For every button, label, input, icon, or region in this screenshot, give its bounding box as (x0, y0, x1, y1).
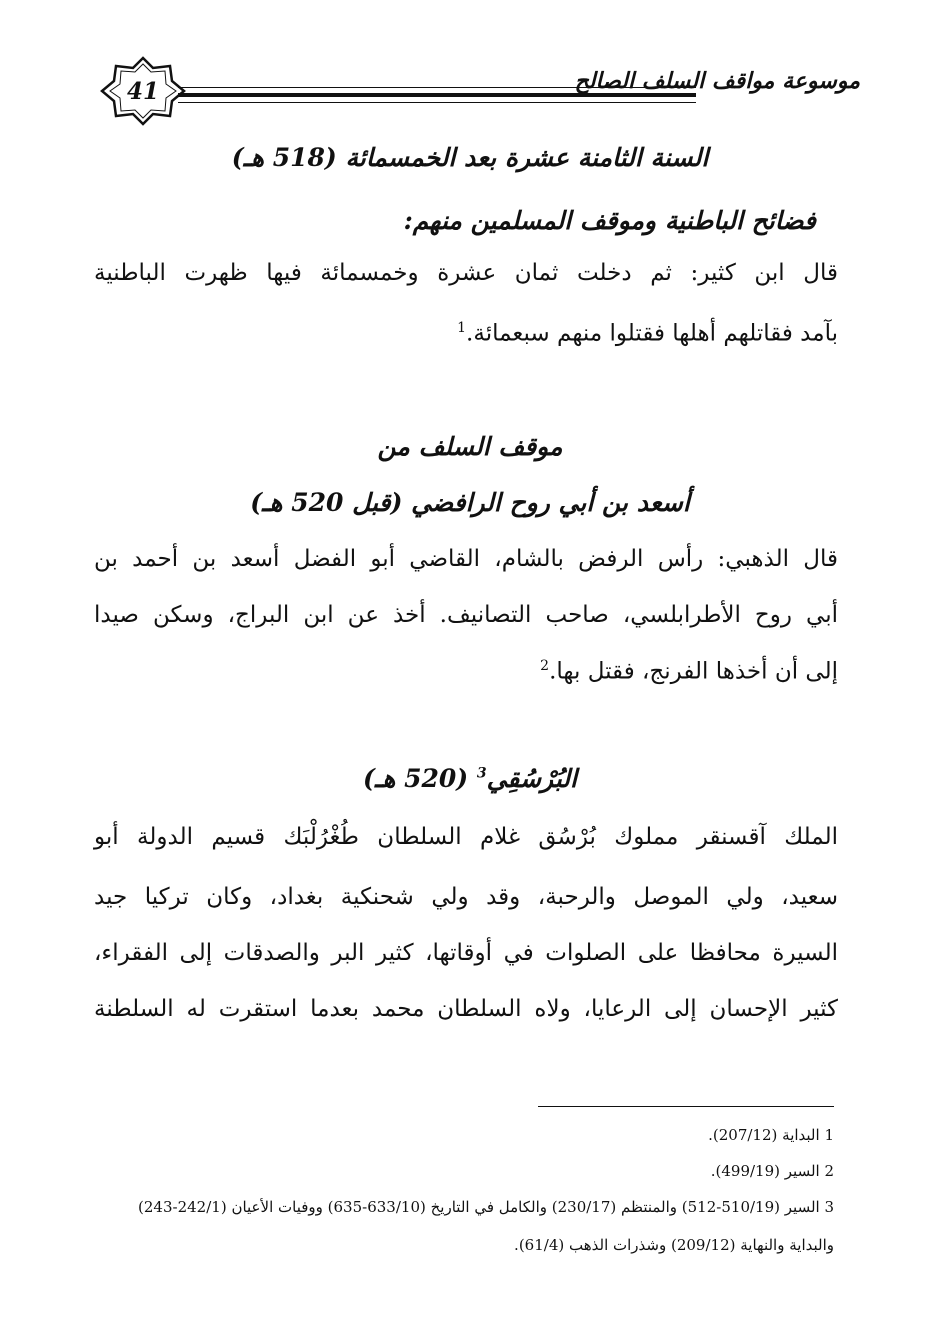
bursuqi-line-2: سعيد، ولي الموصل والرحبة، وقد ولي شحنكية بغداد، وكان تركيا جيد (94, 884, 838, 910)
bursuqi-date: (520 هـ) (363, 764, 469, 793)
header-rule-bottom (178, 102, 696, 103)
batiniyya-line-2-text: بآمد فقاتلهم أهلها فقتلوا منهم سبعمائة. (466, 320, 838, 347)
asad-line-3-text: إلى أن أخذها الفرنج، فقتل بها. (549, 658, 838, 685)
footnote-ref-2: 2 (540, 658, 550, 674)
batiniyya-line-1: قال ابن كثير: ثم دخلت ثمان عشرة وخمسمائة فيها ظهرت الباطنية (94, 260, 838, 286)
bursuqi-name: البُرْسُقِي (486, 764, 577, 793)
page-number: 41 (126, 77, 159, 105)
footnote-3: 3 السير (510/19-512) والمنتظم (230/17) والكامل في التاريخ (633/10-635) ووفيات الأعيان (242/1-243) (138, 1198, 834, 1216)
salaf-heading-line-1: موقف السلف من (377, 432, 563, 461)
bursuqi-line-3: السيرة محافظا على الصلوات في أوقاتها، كثير البر والصدقات إلى الفقراء، (94, 940, 838, 966)
footnote-ref-1: 1 (457, 320, 467, 336)
bursuqi-line-1: الملك آقسنقر مملوك بُرْسُق غلام السلطان طُغْرُلْبَك قسيم الدولة أبو (94, 824, 838, 850)
salaf-heading-line-2: أسعد بن أبي روح الرافضي (قبل 520 هـ) (250, 488, 690, 517)
asad-line-2: أبي روح الأطرابلسي، صاحب التصانيف. أخذ عن ابن البراج، وسكن صيدا (94, 602, 838, 628)
batiniyya-line-2 (457, 320, 838, 347)
page-number-badge (100, 56, 186, 126)
batiniyya-heading: فضائح الباطنية وموقف المسلمين منهم: (403, 206, 816, 235)
footnote-1: 1 البداية (207/12). (708, 1126, 834, 1144)
footnote-ref-3: 3 (476, 765, 487, 782)
year-heading: السنة الثامنة عشرة بعد الخمسمائة (518 هـ) (231, 143, 709, 172)
book-title: موسوعة مواقف السلف الصالح (574, 68, 860, 94)
footnote-separator (538, 1106, 834, 1107)
bursuqi-heading (110, 764, 830, 793)
footnote-3-continued: والبداية والنهاية (209/12) وشذرات الذهب (61/4). (514, 1236, 834, 1254)
footnote-2: 2 السير (499/19). (710, 1162, 834, 1180)
bursuqi-line-4: كثير الإحسان إلى الرعايا، ولاه السلطان محمد بعدما استقرت له السلطنة (94, 996, 838, 1022)
page-header (100, 56, 860, 126)
asad-line-1: قال الذهبي: رأس الرفض بالشام، القاضي أبو الفضل أسعد بن أحمد بن (94, 546, 838, 572)
asad-line-3 (540, 658, 838, 685)
